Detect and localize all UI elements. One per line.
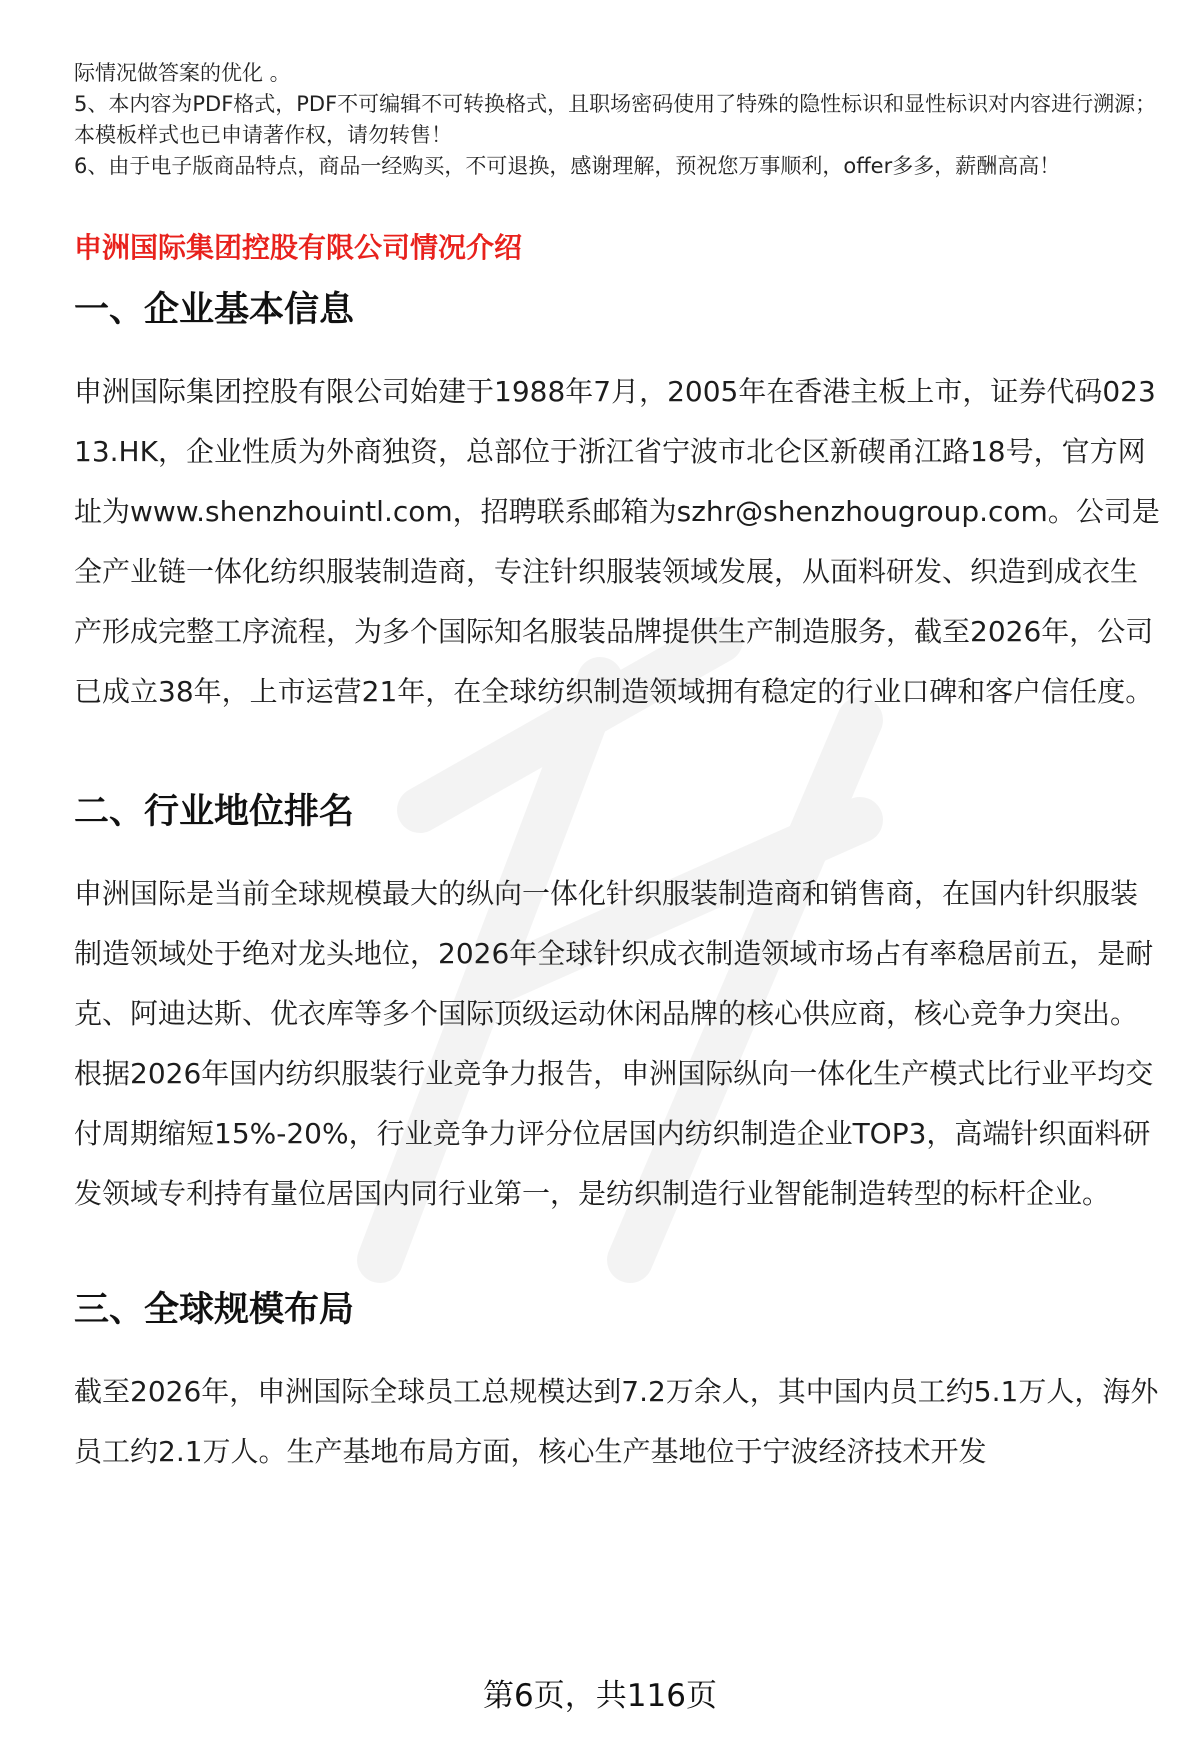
section-text-industry-rank: 申洲国际是当前全球规模最大的纵向一体化针织服装制造商和销售商，在国内针织服装制造领域处于绝对龙头地位，2026年全球针织成衣制造领域市场占有率稳居前五，是耐克、阿迪达斯、优衣库等多个国际顶级运动休闲品牌的核心供应商，核心竞争力突出。根据2026年国内纺织服装行业竞争力报告，申洲国际纵向一体化生产模式比行业平均交付周期缩短15%-20%，行业竞争力评分位居国内纺织制造企业TOP3，高端针织面料研发领域专利持有量位居国内同行业第一，是纺织制造行业智能制造转型的标杆企业。 — [74, 877, 1154, 1210]
section-text-global-layout: 截至2026年，申洲国际全球员工总规模达到7.2万余人，其中国内员工约5.1万人，海外员工约2.1万人。生产基地布局方面，核心生产基地位于宁波经济技术开发 — [74, 1375, 1159, 1468]
section-text-basic-info: 申洲国际集团控股有限公司始建于1988年7月，2005年在香港主板上市，证券代码02313.HK，企业性质为外商独资，总部位于浙江省宁波市北仑区新碶甬江路18号，官方网址为www.shenzhouintl.com，招聘联系邮箱为szhr@shenzhougroup.com。公司是全产业链一体化纺织服装制造商，专注针织服装领域发展，从面料研发、织造到成衣生产形成完整工序流程，为多个国际知名服装品牌提供生产制造服务，截至2026年，公司已成立38年，上市运营21年，在全球纺织制造领域拥有稳定的行业口碑和客户信任度。 — [74, 375, 1160, 708]
section-heading-basic-info: 一、企业基本信息 — [74, 290, 355, 330]
company-title: 申洲国际集团控股有限公司情况介绍 — [74, 231, 523, 264]
note-line-5: 5、本内容为PDF格式，PDF不可编辑不可转换格式，且职场密码使用了特殊的隐性标识和显性标识对内容进行溯源；本模板样式也已申请著作权，请勿转售！ — [74, 92, 1157, 147]
note-line-6: 6、由于电子版商品特点，商品一经购买，不可退换，感谢理解，预祝您万事顺利，offer多多，薪酬高高！ — [74, 154, 1061, 178]
section-heading-global-layout: 三、全球规模布局 — [74, 1290, 355, 1330]
page-number-footer: 第6页，共116页 — [483, 1678, 717, 1714]
notes-block — [74, 58, 1164, 182]
section-heading-industry-rank: 二、行业地位排名 — [74, 792, 355, 832]
note-line-1: 际情况做答案的优化 。 — [74, 61, 291, 85]
